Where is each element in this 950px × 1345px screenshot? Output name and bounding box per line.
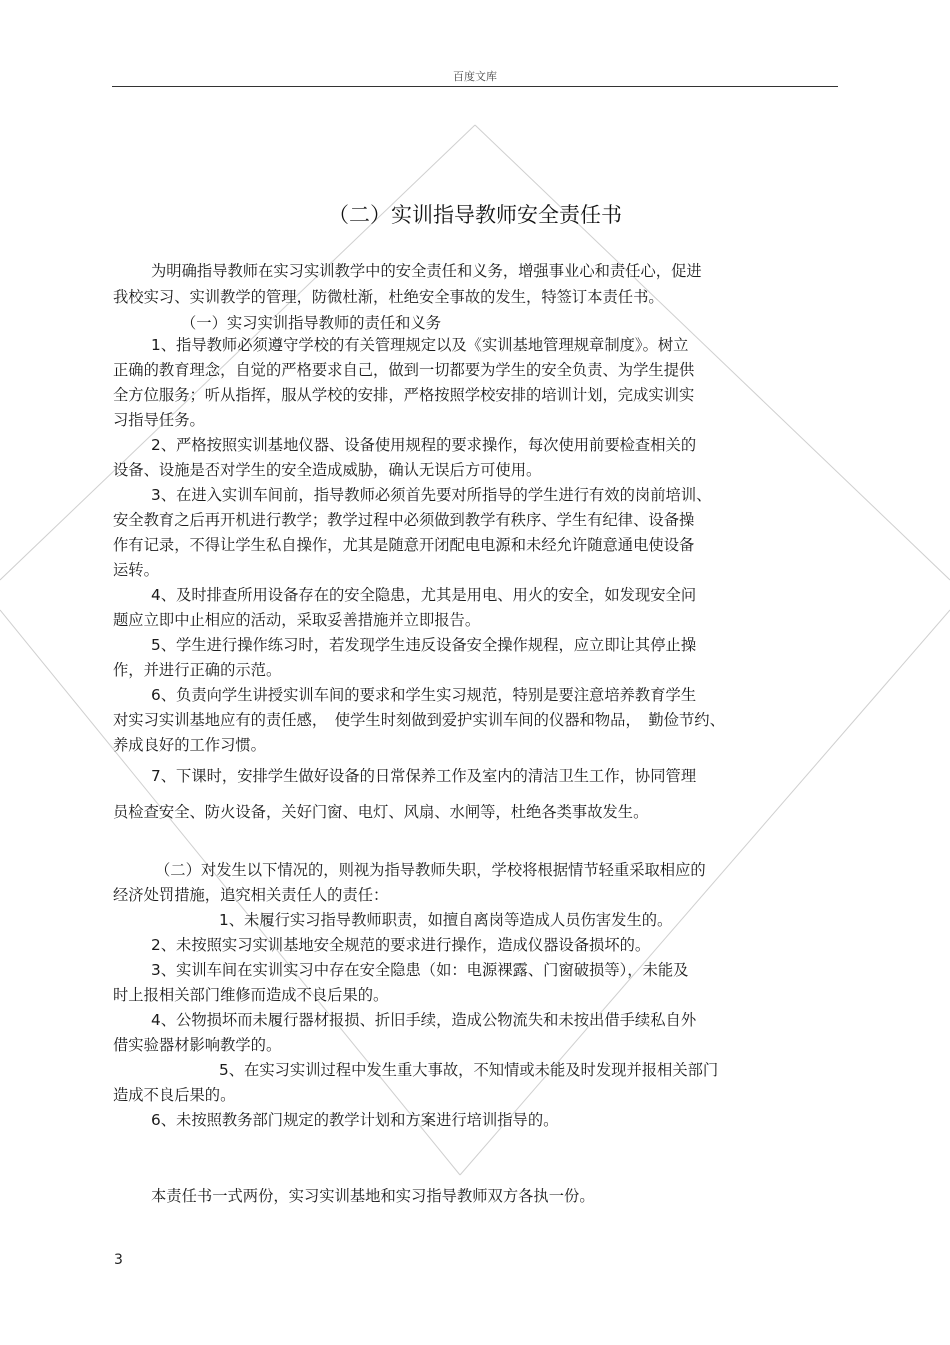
text-line: 2、严格按照实训基地仪器、设备使用规程的要求操作，每次使用前要检查相关的: [151, 436, 697, 454]
text-line: 作有记录，不得让学生私自操作，尤其是随意开闭配电电源和未经允许随意通电使设备: [113, 536, 695, 554]
text-line: 3、在进入实训车间前，指导教师必须首先要对所指导的学生进行有效的岗前培训、: [151, 486, 712, 504]
text-line: 员检查安全、防火设备，关好门窗、电灯、风扇、水闸等，杜绝各类事故发生。: [113, 803, 649, 821]
text-line: 6、未按照教务部门规定的教学计划和方案进行培训指导的。: [151, 1111, 559, 1129]
text-line: 设备、设施是否对学生的安全造成威胁，确认无误后方可使用。: [113, 461, 542, 479]
text-line: 4、公物损坏而未履行器材报损、折旧手续，造成公物流失和未按出借手续私自外: [151, 1011, 697, 1029]
text-line: 我校实习、实训教学的管理，防微杜渐，杜绝安全事故的发生，特签订本责任书。: [113, 288, 664, 306]
document-title: （二）实训指导教师安全责任书: [328, 203, 622, 227]
page-number: 3: [114, 1252, 123, 1268]
text-line: 为明确指导教师在实习实训教学中的安全责任和义务，增强事业心和责任心，促进: [151, 262, 702, 280]
header-rule: [112, 86, 838, 87]
text-line: 1、指导教师必须遵守学校的有关管理规定以及《实训基地管理规章制度》。树立: [151, 336, 689, 354]
text-line: 5、学生进行操作练习时，若发现学生违反设备安全操作规程，应立即让其停止操: [151, 636, 697, 654]
text-line: 安全教育之后再开机进行教学；教学过程中必须做到教学有秩序、学生有纪律、设备操: [113, 511, 695, 529]
text-line: 经济处罚措施，追究相关责任人的责任：: [113, 886, 389, 904]
text-line: 习指导任务。: [113, 411, 205, 429]
text-line: 对实习实训基地应有的责任感， 使学生时刻做到爱护实训车间的仪器和物品， 勤俭节约、: [113, 711, 725, 729]
header-site-name: 百度文库: [453, 70, 497, 83]
section-heading: （二）对发生以下情况的，则视为指导教师失职，学校将根据情节轻重采取相应的: [155, 861, 706, 879]
text-line: 3、实训车间在实训实习中存在安全隐患（如：电源裸露、门窗破损等），未能及: [151, 961, 689, 979]
text-line: 正确的教育理念，自觉的严格要求自己，做到一切都要为学生的安全负责、为学生提供: [113, 361, 695, 379]
text-line: 全方位服务；听从指挥，服从学校的安排，严格按照学校安排的培训计划，完成实训实: [113, 386, 695, 404]
text-line: 作，并进行正确的示范。: [113, 661, 282, 679]
section-heading: （一）实习实训指导教师的责任和义务: [181, 314, 442, 332]
text-line: 1、未履行实习指导教师职责，如擅自离岗等造成人员伤害发生的。: [219, 911, 673, 929]
text-line: 4、及时排查所用设备存在的安全隐患，尤其是用电、用火的安全，如发现安全问: [151, 586, 697, 604]
text-line: 养成良好的工作习惯。: [113, 736, 266, 754]
text-line: 2、未按照实习实训基地安全规范的要求进行操作，造成仪器设备损坏的。: [151, 936, 651, 954]
text-line: 借实验器材影响教学的。: [113, 1036, 282, 1054]
text-line: 7、下课时，安排学生做好设备的日常保养工作及室内的清洁卫生工作，协同管理: [151, 767, 697, 785]
closing-line: 本责任书一式两份，实习实训基地和实习指导教师双方各执一份。: [151, 1187, 595, 1205]
text-line: 题应立即中止相应的活动，采取妥善措施并立即报告。: [113, 611, 481, 629]
text-line: 时上报相关部门维修而造成不良后果的。: [113, 986, 389, 1004]
text-line: 运转。: [113, 561, 159, 579]
text-line: 5、在实习实训过程中发生重大事故，不知情或未能及时发现并报相关部门: [219, 1061, 719, 1079]
text-line: 6、负责向学生讲授实训车间的要求和学生实习规范，特别是要注意培养教育学生: [151, 686, 697, 704]
text-line: 造成不良后果的。: [113, 1086, 236, 1104]
